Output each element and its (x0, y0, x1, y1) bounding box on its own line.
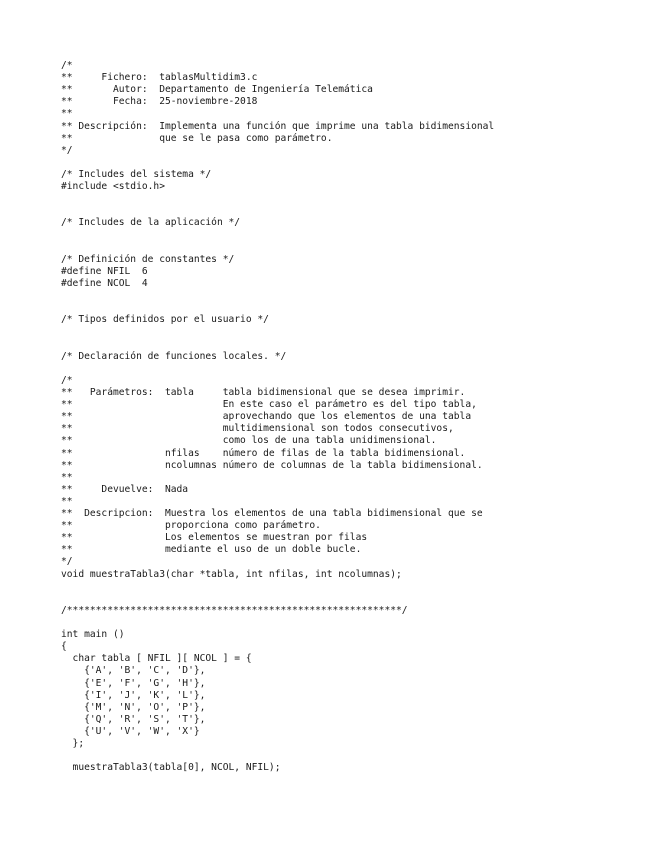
code-line: ** ncolumnas número de columnas de la tabla bidimensional. (61, 459, 483, 471)
code-line (61, 363, 494, 375)
code-line: ** Descripción: Implementa una función que imprime una tabla bidimensional (61, 120, 495, 132)
code-line (61, 326, 494, 338)
code-line: {'I', 'J', 'K', 'L'}, (61, 689, 206, 701)
code-line: int main () (61, 629, 125, 641)
code-line: ** En este caso el parámetro es del tipo tabla, (61, 399, 477, 411)
code-line: ** proporciona como parámetro. (61, 520, 321, 532)
code-line: ** como los de una tabla unidimensional. (61, 435, 437, 447)
code-line: ** Fecha: 25-noviembre-2018 (61, 96, 258, 108)
code-line: ** Descripcion: Muestra los elementos de una tabla bidimensional que se (61, 508, 483, 520)
code-line: ** que se le pasa como parámetro. (61, 132, 333, 144)
code-line (61, 230, 494, 242)
code-line: /* (61, 374, 73, 386)
code-line: /* (61, 60, 73, 71)
code-line: */ (61, 556, 73, 568)
code-line: ** Autor: Departamento de Ingeniería Telemática (61, 84, 373, 96)
code-line: muestraTabla3(tabla[0], NCOL, NFIL); (61, 762, 281, 774)
code-line: ** Fichero: tablasMultidim3.c (61, 72, 258, 84)
code-line: {'M', 'N', 'O', 'P'}, (61, 701, 206, 713)
code-line: #define NFIL 6 (61, 265, 148, 277)
code-line (61, 205, 494, 217)
code-line: #define NCOL 4 (61, 277, 148, 289)
code-line: {'Q', 'R', 'S', 'T'}, (61, 713, 206, 725)
code-line: /**********************************************************/ (61, 604, 408, 616)
code-line: */ (61, 144, 73, 156)
code-line: /* Tipos definidos por el usuario */ (61, 314, 269, 326)
code-line: }; (61, 738, 85, 750)
code-line: /* Includes del sistema */ (61, 168, 212, 180)
code-line (61, 617, 494, 629)
code-line (61, 581, 494, 593)
code-line: ** nfilas número de filas de la tabla bidimensional. (61, 447, 466, 459)
code-line (61, 290, 494, 302)
code-line: ** (61, 471, 73, 483)
code-line: {'E', 'F', 'G', 'H'}, (61, 677, 206, 689)
code-line: char tabla [ NFIL ][ NCOL ] = { (61, 653, 252, 665)
code-line: ** Los elementos se muestran por filas (61, 532, 368, 544)
code-line (61, 193, 494, 205)
code-line: ** Devuelve: Nada (61, 483, 189, 495)
code-line: {'U', 'V', 'W', 'X'} (61, 726, 200, 738)
code-line: #include <stdio.h> (61, 181, 165, 193)
code-line: void muestraTabla3(char *tabla, int nfilas, int ncolumnas); (61, 568, 402, 580)
code-line (61, 157, 494, 169)
code-line (61, 593, 494, 605)
code-line: ** (61, 108, 73, 120)
code-line: ** mediante el uso de un doble bucle. (61, 544, 362, 556)
code-line: {'A', 'B', 'C', 'D'}, (61, 665, 206, 677)
code-line: { (61, 641, 67, 653)
code-line (61, 302, 494, 314)
code-line (61, 750, 494, 762)
code-line (61, 242, 494, 254)
code-line (61, 339, 494, 351)
code-line: /* Includes de la aplicación */ (61, 217, 241, 229)
code-line: ** (61, 495, 73, 507)
code-line: /* Definición de constantes */ (61, 253, 235, 265)
code-line: ** aprovechando que los elementos de una tabla (61, 411, 472, 423)
source-code-listing (61, 60, 494, 774)
code-line: ** Parámetros: tabla tabla bidimensional que se desea imprimir. (61, 386, 466, 398)
code-line: ** multidimensional son todos consecutivos, (61, 423, 454, 435)
code-line: /* Declaración de funciones locales. */ (61, 350, 287, 362)
